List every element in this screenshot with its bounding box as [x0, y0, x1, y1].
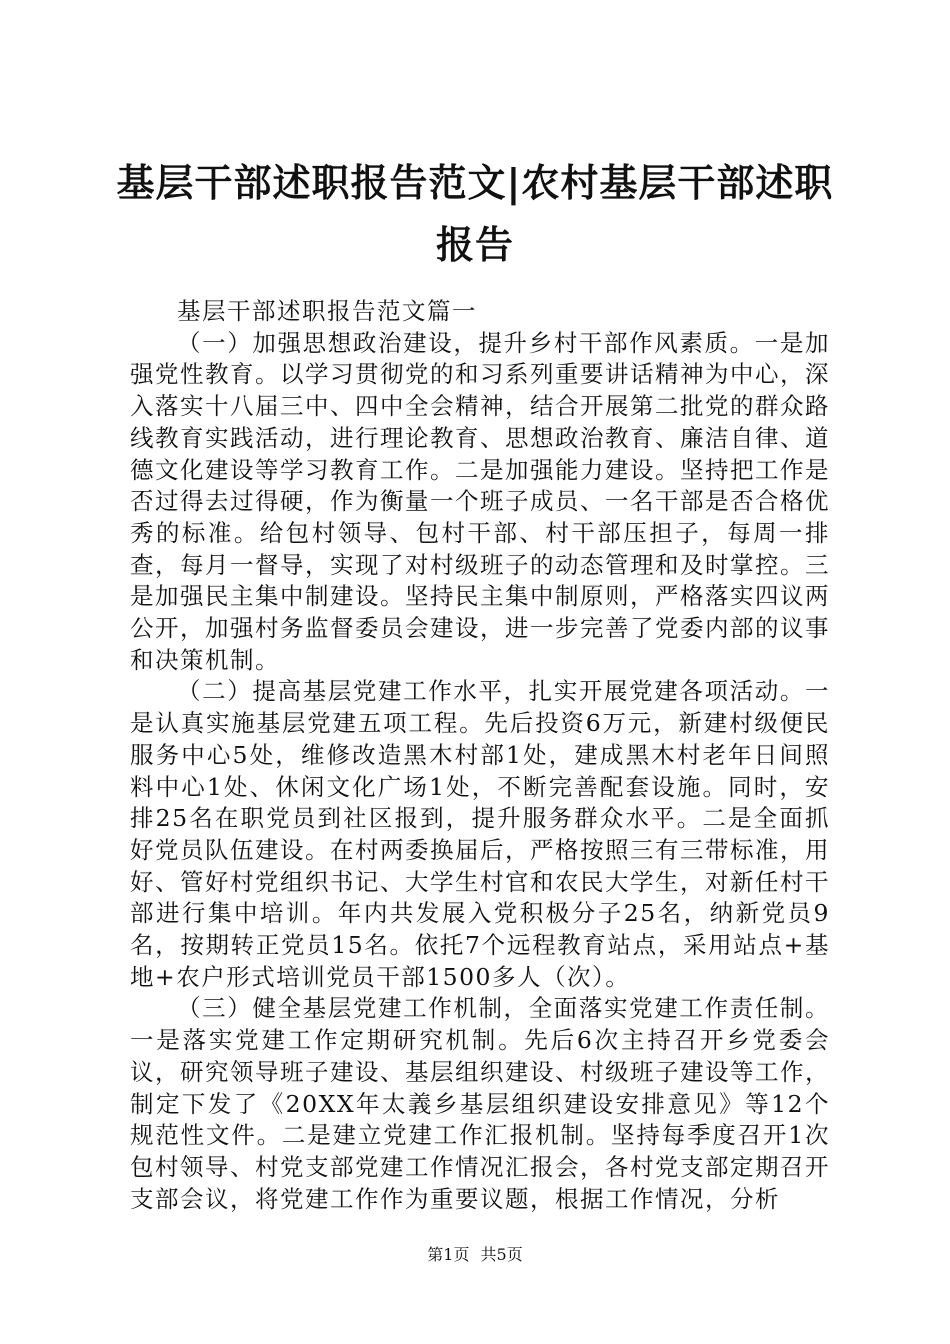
document-body [130, 296, 830, 1215]
total-pages: 共5页 [480, 1245, 523, 1264]
paragraph-2: （二）提高基层党建工作水平，扎实开展党建各项活动。一是认真实施基层党建五项工程。先后投资6万元，新建村级便民服务中心5处，维修改造黑木村部1处，建成黑木村老年日间照料中心1处、休闲文化广场1处，不断完善配套设施。同时，安排25名在职党员到社区报到，提升服务群众水平。二是全面抓好党员队伍建设。在村两委换届后，严格按照三有三带标准，用好、管好村党组织书记、大学生村官和农民大学生，对新任村干部进行集中培训。年内共发展入党积极分子25名，纳新党员9名，按期转正党员15名。依托7个远程教育站点，采用站点+基地+农户形式培训党员干部1500多人（次）。 [130, 677, 830, 991]
paragraph-1: （一）加强思想政治建设，提升乡村干部作风素质。一是加强党性教育。以学习贯彻党的和习系列重要讲话精神为中心，深入落实十八届三中、四中全会精神，结合开展第二批党的群众路线教育实践活动，进行理论教育、思想政治教育、廉洁自律、道德文化建设等学习教育工作。二是加强能力建设。坚持把工作是否过得去过得硬，作为衡量一个班子成员、一名干部是否合格优秀的标准。给包村领导、包村干部、村干部压担子，每周一排查，每月一督导，实现了对村级班子的动态管理和及时掌控。三是加强民主集中制建设。坚持民主集中制原则，严格落实四议两公开，加强村务监督委员会建设，进一步完善了党委内部的议事和决策机制。 [130, 328, 830, 674]
paragraph-3: （三）健全基层党建工作机制，全面落实党建工作责任制。一是落实党建工作定期研究机制。先后6次主持召开乡党委会议，研究领导班子建设、基层组织建设、村级班子建设等工作，制定下发了《20XX年太義乡基层组织建设安排意见》等12个规范性文件。二是建立党建工作汇报机制。坚持每季度召开1次包村领导、村党支部党建工作情况汇报会，各村党支部定期召开支部会议，将党建工作作为重要议题，根据工作情况，分析 [130, 994, 830, 1213]
section-heading: 基层干部述职报告范文篇一 [177, 297, 477, 325]
document-title: 基层干部述职报告范文|农村基层干部述职报告 [116, 161, 834, 267]
page-footer [0, 1245, 950, 1265]
page-number: 第1页 [427, 1245, 470, 1264]
